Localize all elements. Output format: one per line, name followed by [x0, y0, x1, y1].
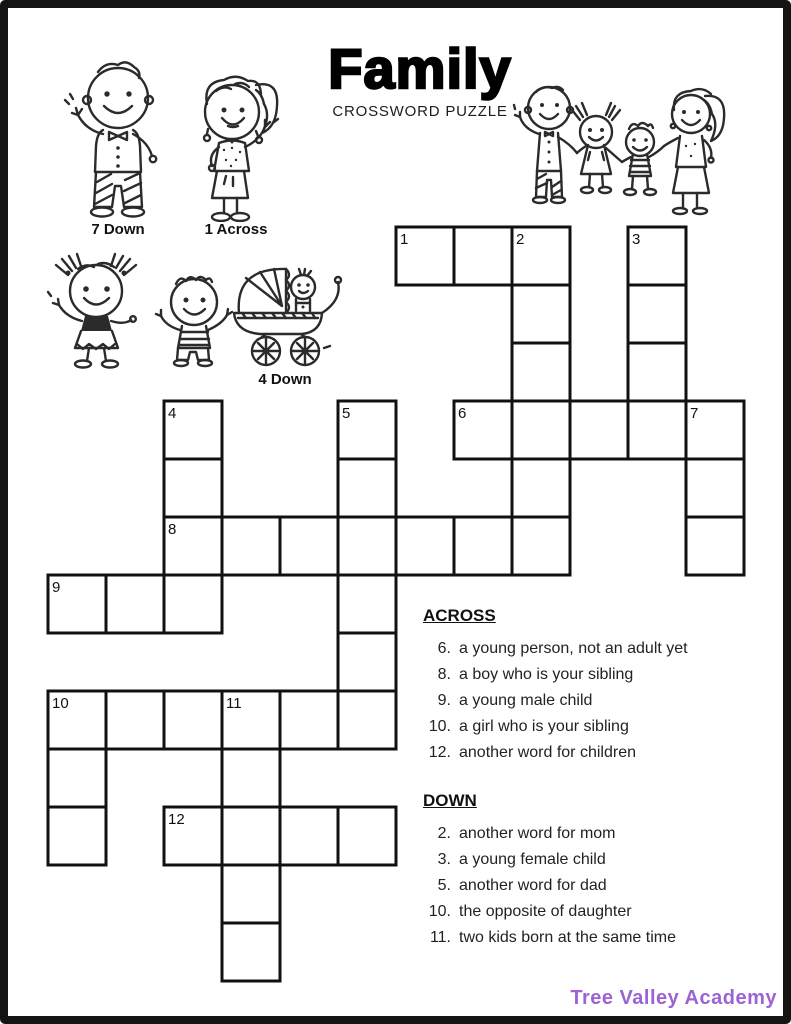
cell-number: 10: [52, 695, 69, 712]
crossword-cell[interactable]: [686, 517, 744, 575]
crossword-cell[interactable]: [164, 459, 222, 517]
down-heading: DOWN: [423, 791, 477, 810]
cell-number: 1: [400, 231, 409, 248]
crossword-cell[interactable]: [338, 633, 396, 691]
crossword-cell[interactable]: [338, 575, 396, 633]
clue-text: a young female child: [459, 850, 606, 868]
clue-item: [420, 740, 782, 766]
crossword-cell[interactable]: [454, 227, 512, 285]
clue-text: a young male child: [459, 691, 593, 709]
cell-number: 4: [168, 405, 177, 422]
crossword-cell[interactable]: [338, 807, 396, 865]
brand-text: Tree Valley Academy: [570, 987, 777, 1009]
crossword-cell[interactable]: [164, 691, 222, 749]
crossword-cell[interactable]: [222, 749, 280, 807]
across-section: [420, 606, 782, 766]
crossword-cell[interactable]: [628, 401, 686, 459]
clue-text: two kids born at the same time: [459, 928, 676, 946]
dad-cartoon: [62, 56, 174, 222]
cell-number: 11: [226, 695, 242, 712]
crossword-cell[interactable]: [106, 575, 164, 633]
clue-text: a girl who is your sibling: [459, 717, 629, 735]
clue-item: [420, 925, 782, 951]
cell-number: 3: [632, 231, 641, 248]
clue-number: 10.: [428, 902, 451, 920]
crossword-cell[interactable]: [48, 749, 106, 807]
mom-figure-label: 1 Across: [204, 221, 268, 238]
crossword-cell[interactable]: [396, 517, 454, 575]
baby-figure-label: 4 Down: [258, 371, 312, 388]
clue-item: [420, 636, 782, 662]
crossword-cell[interactable]: [338, 459, 396, 517]
clue-item: [420, 688, 782, 714]
crossword-cell[interactable]: [222, 807, 280, 865]
family-group-cartoon: [512, 82, 750, 228]
clue-number: 3.: [437, 850, 451, 868]
clue-item: [420, 899, 782, 925]
crossword-cell[interactable]: [106, 691, 164, 749]
clue-item: [420, 662, 782, 688]
crossword-cell[interactable]: [164, 575, 222, 633]
clue-number: 5.: [437, 876, 451, 894]
crossword-cell[interactable]: [222, 517, 280, 575]
cell-number: 6: [458, 405, 467, 422]
page-title: Family: [328, 37, 512, 100]
mom-cartoon: [186, 70, 286, 222]
clue-number: 6.: [437, 640, 451, 657]
clue-item: [420, 873, 782, 899]
crossword-cell[interactable]: [280, 807, 338, 865]
clue-text: a boy who is your sibling: [459, 665, 634, 683]
crossword-cell[interactable]: [454, 517, 512, 575]
crossword-cell[interactable]: [512, 343, 570, 401]
cell-number: 8: [168, 521, 177, 538]
clue-item: [420, 821, 782, 847]
crossword-cell[interactable]: [338, 691, 396, 749]
crossword-cell[interactable]: [222, 923, 280, 981]
crossword-cell[interactable]: [512, 459, 570, 517]
crossword-cell[interactable]: [338, 517, 396, 575]
crossword-cell[interactable]: [512, 517, 570, 575]
crossword-cell[interactable]: [280, 517, 338, 575]
cell-number: 5: [342, 405, 351, 422]
clue-number: 12.: [428, 743, 451, 761]
crossword-cell[interactable]: [280, 691, 338, 749]
clue-text: another word for dad: [459, 876, 607, 894]
clue-number: 9.: [437, 691, 451, 709]
clue-text: the opposite of daughter: [459, 902, 632, 920]
crossword-cell[interactable]: [686, 459, 744, 517]
page-subtitle: CROSSWORD PUZZLE: [332, 103, 508, 120]
cell-number: 7: [690, 405, 699, 422]
crossword-cell[interactable]: [628, 285, 686, 343]
clue-number: 10.: [428, 717, 451, 735]
crossword-cell[interactable]: [48, 807, 106, 865]
cell-number: 9: [52, 579, 61, 596]
across-heading: ACROSS: [423, 606, 496, 625]
cell-number: 12: [168, 811, 185, 828]
crossword-cell[interactable]: [570, 401, 628, 459]
clue-item: [420, 847, 782, 873]
crossword-cell[interactable]: [222, 865, 280, 923]
dad-figure-label: 7 Down: [91, 221, 145, 238]
crossword-cell[interactable]: [512, 401, 570, 459]
crossword-cell[interactable]: [512, 285, 570, 343]
cell-number: 2: [516, 231, 525, 248]
clue-number: 8.: [437, 665, 451, 683]
clue-text: another word for children: [459, 743, 636, 761]
clue-text: a young person, not an adult yet: [459, 640, 688, 657]
clue-item: [420, 714, 782, 740]
clue-number: 2.: [437, 825, 451, 842]
clue-text: another word for mom: [459, 825, 616, 842]
crossword-cell[interactable]: [628, 343, 686, 401]
down-section: [420, 791, 782, 951]
clue-number: 11.: [429, 928, 451, 946]
